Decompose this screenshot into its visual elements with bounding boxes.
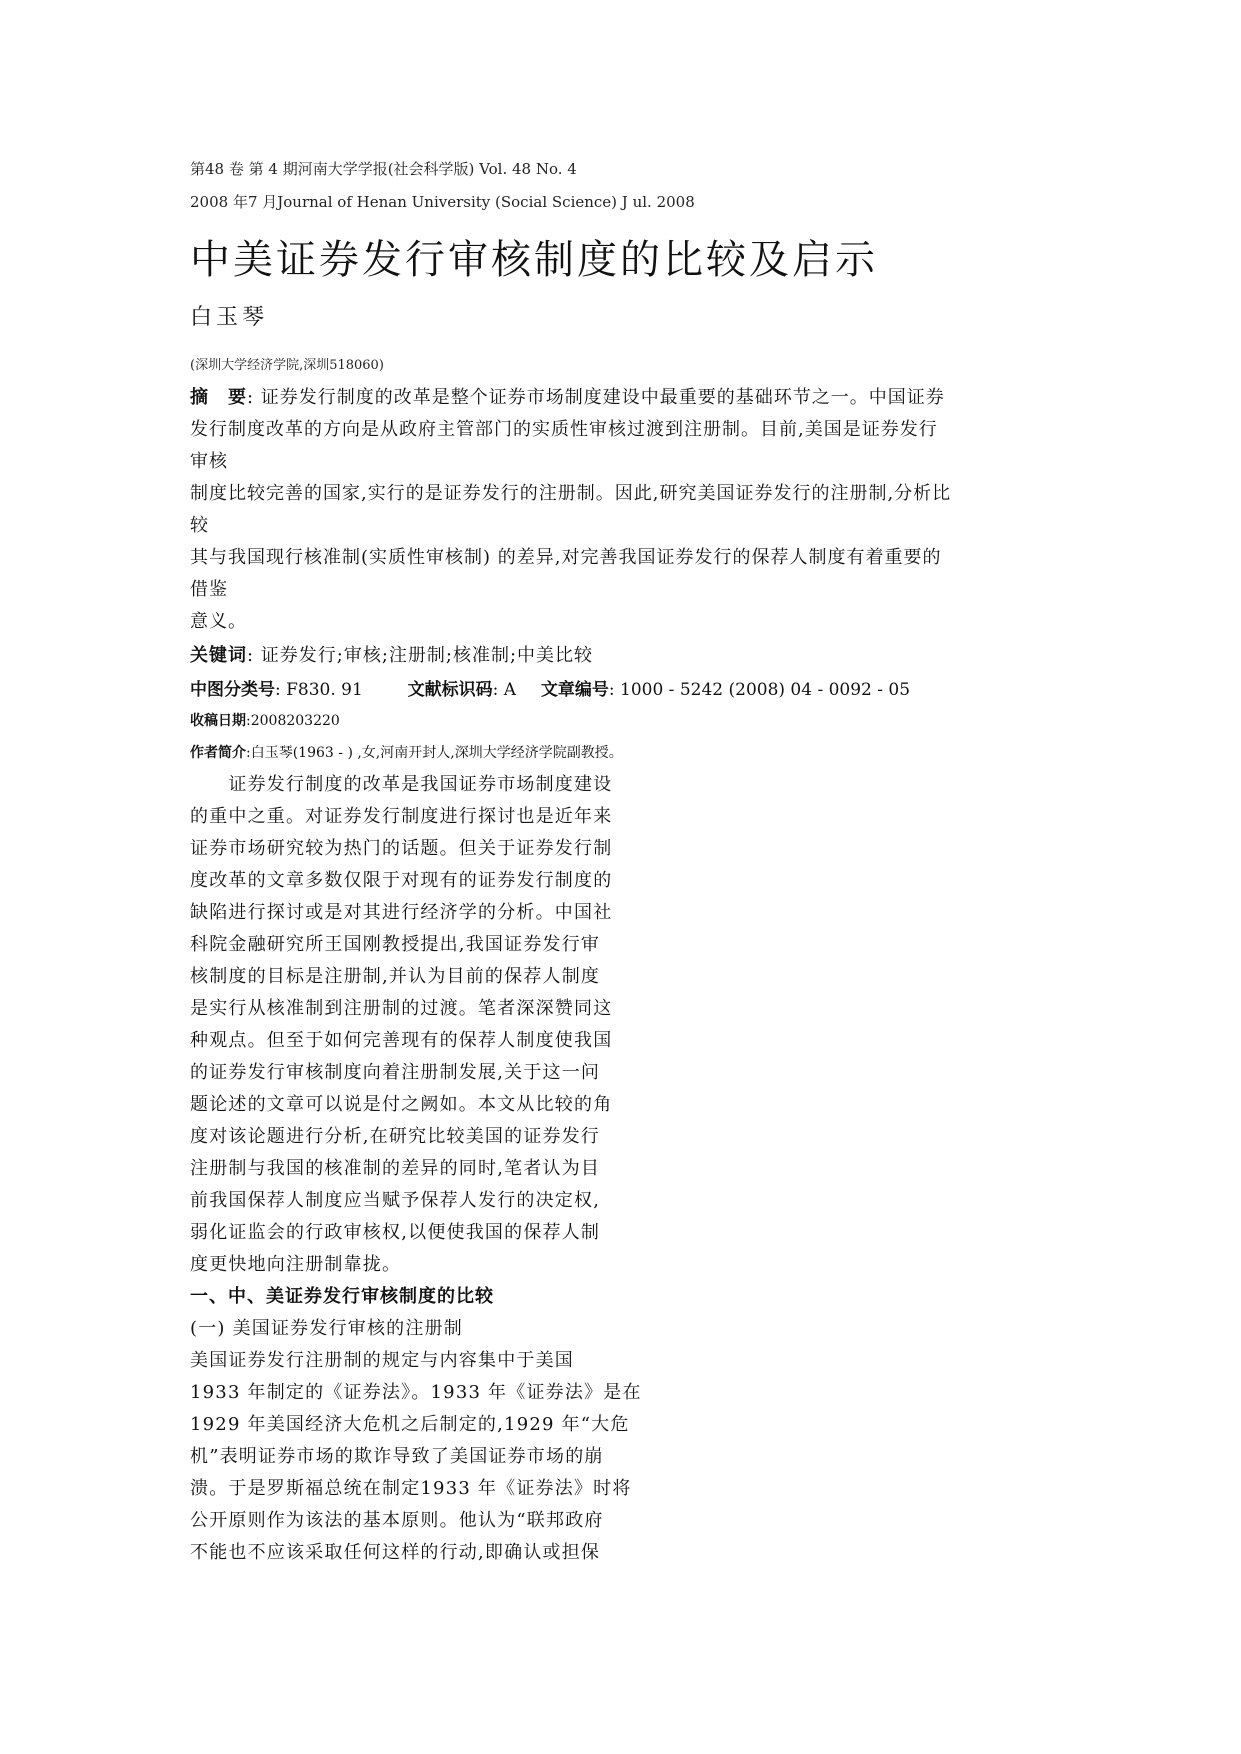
author-bio-value: :白玉琴(1963 - ) ,女,河南开封人,深圳大学经济学院副教授。: [246, 745, 623, 761]
body-line: 证券市场研究较为热门的话题。但关于证券发行制: [190, 838, 613, 859]
journal-header-line-1: 第48 卷 第 4 期河南大学学报(社会科学版) Vol. 48 No. 4: [190, 160, 577, 178]
abstract-line-2: 发行制度改革的方向是从政府主管部门的实质性审核过渡到注册制。目前,美国是证券发行: [190, 419, 938, 440]
body-line: 美国证券发行注册制的规定与内容集中于美国: [190, 1350, 574, 1371]
received-date-line: [190, 710, 340, 730]
abstract-label: 摘 要: [190, 387, 247, 408]
paper-title: 中美证券发行审核制度的比较及启示: [190, 237, 878, 283]
abstract-line-1: [190, 383, 945, 409]
body-line: 缺陷进行探讨或是对其进行经济学的分析。中国社: [190, 902, 613, 923]
body-line: 度对该论题进行分析,在研究比较美国的证券发行: [190, 1126, 601, 1147]
abstract-line-5: 较: [190, 515, 209, 536]
keywords-text: : 证券发行;审核;注册制;核准制;中美比较: [247, 645, 594, 666]
body-line: 题论述的文章可以说是付之阙如。本文从比较的角: [190, 1094, 613, 1115]
keywords-label: 关键词: [190, 645, 247, 666]
clc-value: : F830. 91: [275, 680, 363, 700]
body-line: 溃。于是罗斯福总统在制定1933 年《证券法》时将: [190, 1478, 632, 1499]
body-line: 度改革的文章多数仅限于对现有的证券发行制度的: [190, 870, 613, 891]
author-bio-line: [190, 742, 623, 762]
author-name: 白玉琴: [190, 305, 269, 330]
subsection-heading: (一) 美国证券发行审核的注册制: [190, 1318, 463, 1339]
journal-header-line-2: 2008 年7 月Journal of Henan University (Social Science) J ul. 2008: [190, 193, 695, 211]
body-line: 注册制与我国的核准制的差异的同时,笔者认为目: [190, 1158, 601, 1179]
received-date-value: :2008203220: [246, 713, 340, 729]
body-line: 1933 年制定的《证券法》。1933 年《证券法》是在: [190, 1382, 642, 1403]
article-number-label: 文章编号: [540, 680, 609, 700]
body-line: 的重中之重。对证券发行制度进行探讨也是近年来: [190, 806, 613, 827]
clc-label: 中图分类号: [190, 680, 275, 700]
doc-code-value: : A: [492, 680, 517, 700]
author-affiliation: (深圳大学经济学院,深圳518060): [190, 358, 384, 373]
abstract-line-4: 制度比较完善的国家,实行的是证券发行的注册制。因此,研究美国证券发行的注册制,分析比: [190, 483, 952, 504]
body-line: 机”表明证券市场的欺诈导致了美国证券市场的崩: [190, 1446, 604, 1467]
body-line: 的证券发行审核制度向着注册制发展,关于这一问: [190, 1062, 601, 1083]
abstract-line-3: 审核: [190, 451, 228, 472]
abstract-line-8: 意义。: [190, 611, 247, 632]
body-line: 是实行从核准制到注册制的过渡。笔者深深赞同这: [190, 998, 613, 1019]
doc-code-label: 文献标识码: [407, 680, 493, 700]
body-line: 公开原则作为该法的基本原则。他认为“联邦政府: [190, 1510, 604, 1531]
body-line: 科院金融研究所王国刚教授提出,我国证券发行审: [190, 934, 601, 955]
body-line: 前我国保荐人制度应当赋予保荐人发行的决定权,: [190, 1190, 601, 1211]
body-line: 度更快地向注册制靠拢。: [190, 1254, 402, 1275]
received-date-label: 收稿日期: [190, 713, 246, 729]
abstract-text: : 证券发行制度的改革是整个证券市场制度建设中最重要的基础环节之一。中国证券: [247, 387, 945, 408]
body-line: 1929 年美国经济大危机之后制定的,1929 年“大危: [190, 1414, 630, 1435]
classification-line: [190, 675, 910, 700]
author-bio-label: 作者简介: [190, 745, 246, 761]
section-heading: 一、中、美证券发行审核制度的比较: [190, 1286, 494, 1307]
body-line: 弱化证监会的行政审核权,以便使我国的保荐人制: [190, 1222, 601, 1243]
keywords-line: [190, 641, 593, 667]
body-line: 不能也不应该采取任何这样的行动,即确认或担保: [190, 1542, 601, 1563]
body-line: 种观点。但至于如何完善现有的保荐人制度使我国: [190, 1030, 613, 1051]
abstract-line-6: 其与我国现行核准制(实质性审核制) 的差异,对完善我国证券发行的保荐人制度有着重要的: [190, 547, 942, 568]
abstract-line-7: 借鉴: [190, 579, 228, 600]
body-line: 证券发行制度的改革是我国证券市场制度建设: [190, 774, 613, 795]
body-line: 核制度的目标是注册制,并认为目前的保荐人制度: [190, 966, 601, 987]
article-number-value: : 1000 - 5242 (2008) 04 - 0092 - 05: [608, 680, 911, 700]
